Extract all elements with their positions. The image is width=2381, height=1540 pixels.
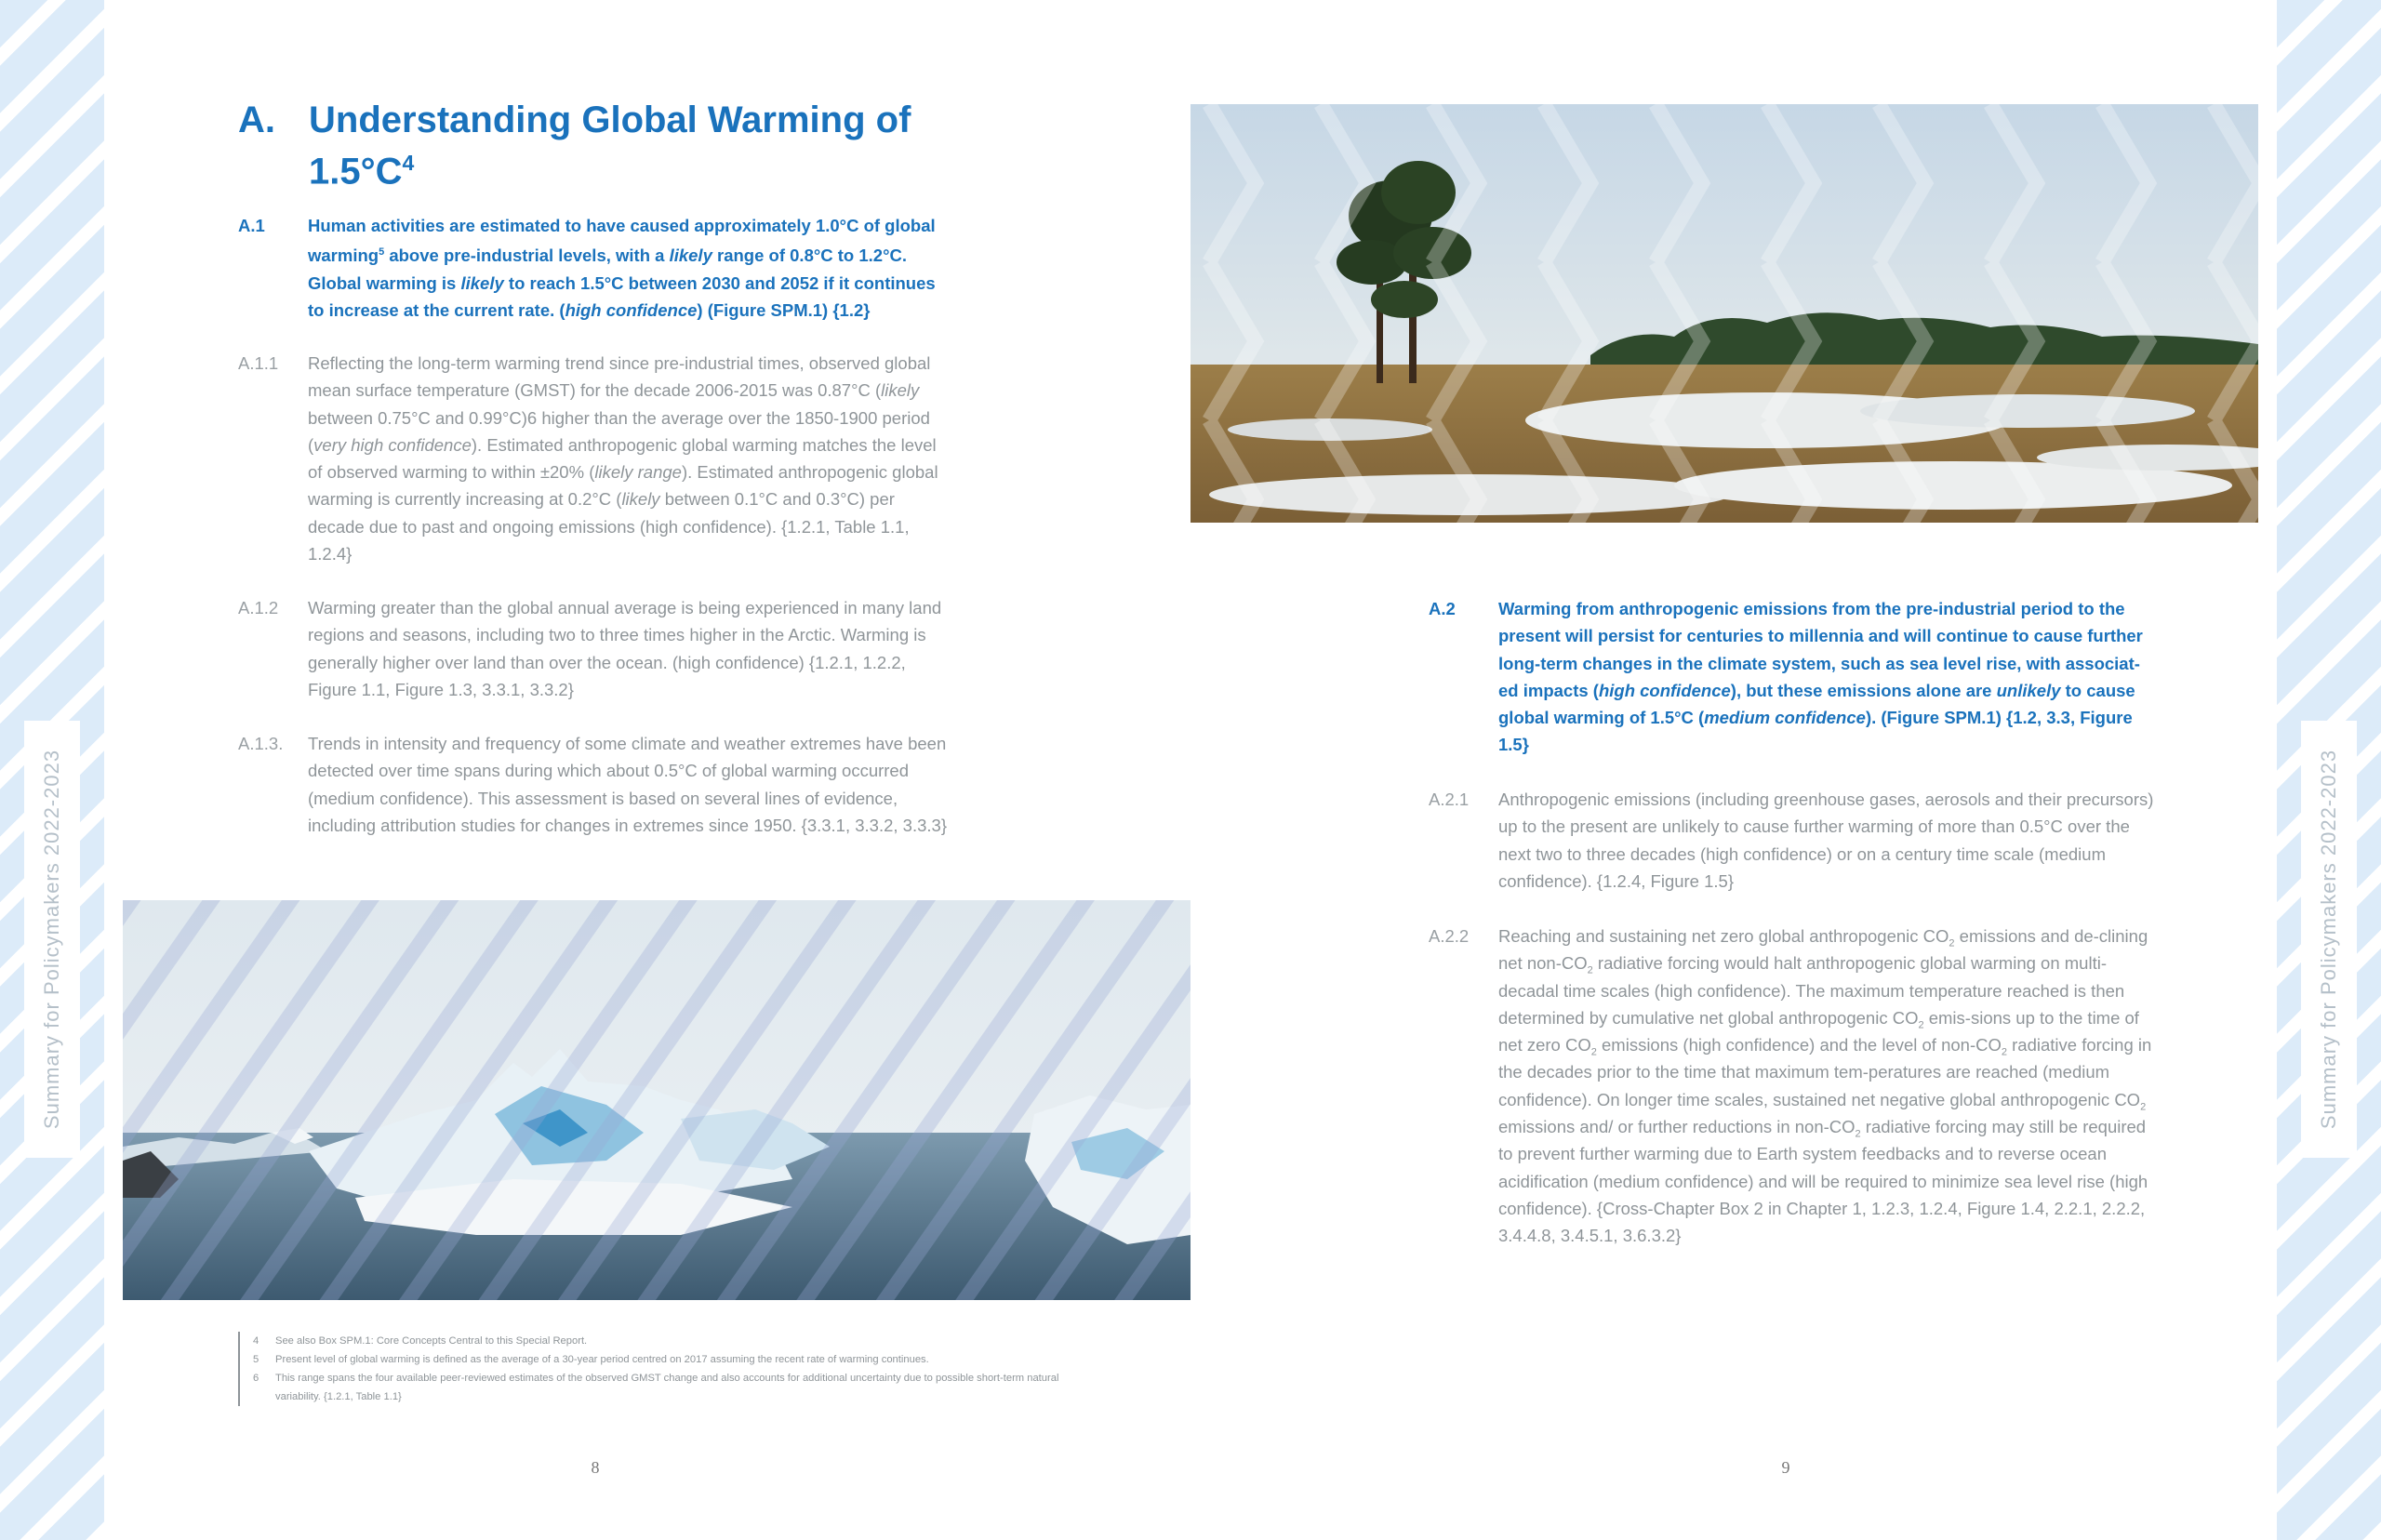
paragraph-a1-2 <box>238 594 954 703</box>
paragraph-number: A.1 <box>238 216 265 235</box>
section-letter: A. <box>238 100 275 140</box>
page-number-right: 9 <box>1781 1458 1790 1477</box>
paragraph-number: A.1.3. <box>238 734 284 753</box>
footnote-6: 6 This range spans the four available peer-reviewed estimates of the observed GMST change and also accounts for additional uncertainty due to possible short-term natural variability. {1.2.1, Table 1.1} <box>253 1373 1059 1402</box>
paragraph-a1-3 <box>238 730 954 839</box>
paragraph-number: A.2 <box>1429 599 1456 618</box>
sidebar-label-right: Summary for Policymakers 2022-2023 <box>2301 721 2357 1158</box>
paragraph-text: Human activities are estimated to have caused approximately 1.0°C of global warming$^5$ above pre-industrial levels, with a likely range of 0.8°C to 1.2°C. Global warming is likely to reach 1.5°C between 2030 and 2052 if it continues to increase at the current rate. (high confidence) (Figure SPM.1) {1.2} <box>308 216 936 321</box>
iceberg-photo <box>123 900 1190 1300</box>
paragraph-text: Warming greater than the global annual average is being experienced in many land regions and seasons, including two to three times higher in the Arctic. Warming is generally higher over land than over the ocean. (high confidence) {1.2.1, 1.2.2, Figure 1.1, Figure 1.3, 3.3.1, 3.3.2} <box>308 598 942 699</box>
paragraph-text: Anthropogenic emissions (including greenhouse gases, aerosols and their precursors) up to the present are unlikely to cause further warming of more than 0.5°C over the next two to three decades (high confidence) or on a century time scale (medium confidence). {1.2.4, Figure 1.5} <box>1498 790 2154 891</box>
page-number-left: 8 <box>591 1458 600 1477</box>
landscape-photo <box>1190 104 2258 523</box>
footnote-ref-4: 4 <box>402 151 415 175</box>
paragraph-number: A.2.1 <box>1429 790 1470 809</box>
section-heading <box>238 99 982 192</box>
paragraph-number: A.1.1 <box>238 353 279 373</box>
paragraph-number: A.2.2 <box>1429 926 1470 946</box>
paragraph-number: A.1.2 <box>238 598 279 617</box>
paragraph-a2-1 <box>1429 786 2154 895</box>
footnote-ref-5: 5 <box>379 246 385 259</box>
paragraph-text: Reflecting the long-term warming trend since pre-industrial times, observed global mean surface temperature (GMST) for the decade 2006-2015 was 0.87°C (likely between 0.75°C and 0.99°C)6 higher than the average over the 1850-1900 period (very high confidence). Estimated anthropogenic global warming matches the level of observed warming to within ±20% (likely range). Estimated anthropogenic global warming is currently increasing at 0.2°C (likely between 0.1°C and 0.3°C) per decade due to past and ongoing emissions (high confidence). {1.2.1, Table 1.1, 1.2.4} <box>308 353 938 564</box>
paragraph-a2-2 <box>1429 923 2154 1250</box>
paragraph-a1-1 <box>238 350 954 567</box>
footnotes <box>238 1332 1090 1406</box>
section-title: Understanding Global Warming of $1.5^\circ C^4$ <box>309 100 911 192</box>
sidebar-label-left: Summary for Policymakers 2022-2023 <box>24 721 80 1158</box>
paragraph-text: Trends in intensity and frequency of some climate and weather extremes have been detected over time spans during which about 0.5°C of global warming occurred (medium confidence). This assessment is based on several lines of evidence, including attribution studies for changes in extremes since 1950. {3.3.1, 3.3.2, 3.3.3} <box>308 734 947 835</box>
paragraph-text: Warming from anthropogenic emissions from the pre-industrial period to the present will persist for centuries to millennia and will continue to cause further long-term changes in the climate system, such as sea level rise, with associat-ed impacts (high confidence), but these emissions alone are unlikely to cause global warming of 1.5°C (medium confidence). (Figure SPM.1) {1.2, 3.3, Figure 1.5} <box>1498 599 2143 755</box>
paragraph-a1 <box>238 212 954 324</box>
paragraph-text: Reaching and sustaining net zero global anthropogenic $CO_2$ emissions and de-clining net non-$CO_2$ radiative forcing would halt anthropogenic global warming on multi-decadal time scales (high confidence). The maximum temperature reached is then determined by cumulative net global anthropogenic $CO_2$ emis-sions up to the time of net zero $CO_2$ emissions (high confidence) and the level of non-$CO_2$ radiative forcing in the decades prior to the time that maximum tem-peratures are reached (medium confidence). On longer time scales, sustained net negative global anthropogenic $CO_2$ emissions and/ or further reductions in non-$CO_2$ radiative forcing may still be required to prevent further warming due to Earth system feedbacks and to reverse ocean acidification (medium confidence) and will be required to minimize sea level rise (high confidence). {Cross-Chapter Box 2 in Chapter 1, 1.2.3, 1.2.4, Figure 1.4, 2.2.1, 2.2.2, 3.4.4.8, 3.4.5.1, 3.6.3.2} <box>1498 926 2152 1246</box>
footnote-5: 5 Present level of global warming is defined as the average of a 30-year period centred on 2017 assuming the recent rate of warming continues. <box>253 1354 929 1365</box>
paragraph-a2 <box>1429 595 2154 759</box>
footnote-4: 4 See also Box SPM.1: Core Concepts Central to this Special Report. <box>253 1335 588 1347</box>
